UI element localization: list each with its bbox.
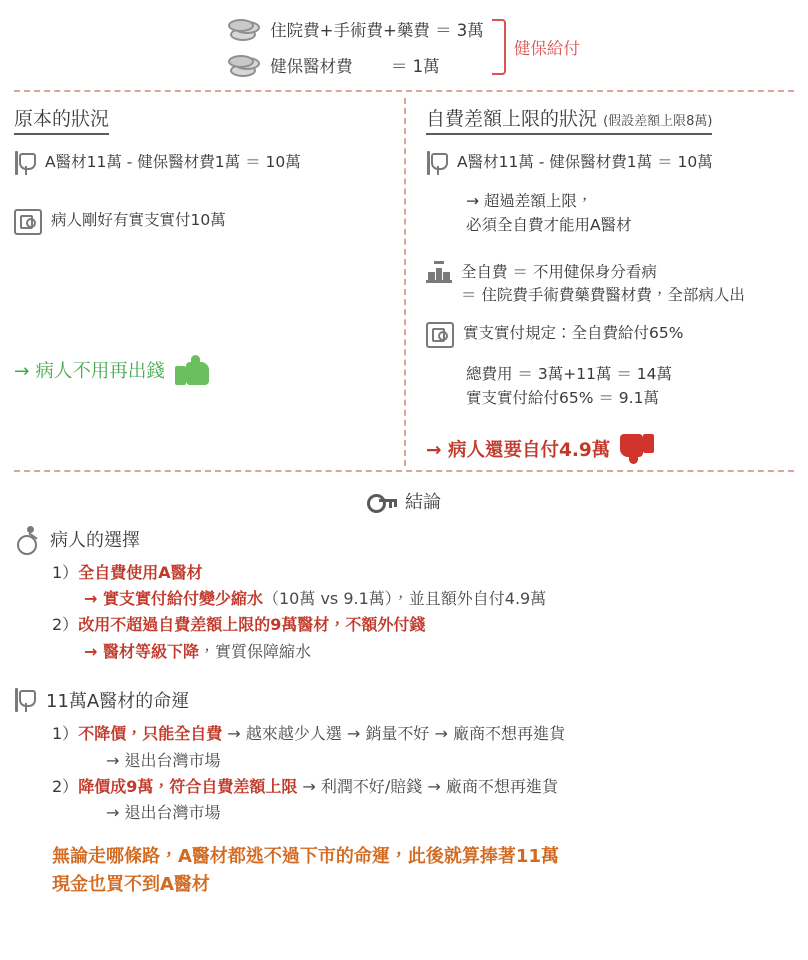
section1-item-1-sub-arrow: → bbox=[84, 588, 103, 608]
iv-drip-icon bbox=[14, 688, 36, 712]
section1-item-1 bbox=[52, 560, 794, 586]
section1-item-2 bbox=[52, 612, 794, 638]
top-summary bbox=[14, 10, 794, 90]
section2-item-2-main-red: 降價成9萬，符合自費差額上限 bbox=[78, 776, 298, 796]
column-capped bbox=[404, 104, 794, 464]
final-statement-line-2: 現金也買不到A醫材 bbox=[52, 874, 210, 896]
section1-item-1-sub bbox=[84, 586, 794, 612]
final-statement-line-1: 無論走哪條路，A醫材都逃不過下市的命運，此後就算捧著11萬 bbox=[52, 845, 559, 867]
right-row-2-line-1: 全自費 ＝ 不用健保身分看病 bbox=[461, 263, 657, 282]
left-row-2 bbox=[14, 209, 386, 235]
right-row-3-text: 實支實付規定：全自費給付65% bbox=[463, 323, 684, 342]
conclusion-section-patient-choice bbox=[14, 526, 794, 666]
section1-item-1-sub-red: 實支實付給付變少縮水 bbox=[102, 588, 263, 608]
left-row-1-text: A醫材11萬 - 健保醫材費1萬 ＝ 10萬 bbox=[45, 153, 301, 171]
top-line-1-text: 住院費+手術費+藥費 ＝ 3萬 bbox=[270, 21, 484, 40]
section2-item-1-sub: → 退出台灣市場 bbox=[106, 750, 221, 770]
right-column-title-text: 自費差額上限的狀況 bbox=[426, 108, 598, 130]
section2-item-1-main-gray: → 越來越少人選 → 銷量不好 → 廠商不想再進貨 bbox=[222, 724, 565, 744]
section1-item-2-main: 改用不超過自費差額上限的9萬醫材，不額外付錢 bbox=[78, 615, 426, 635]
left-conclusion-text: → 病人不用再出錢 bbox=[14, 361, 165, 382]
section1-item-1-num: 1） bbox=[52, 562, 79, 582]
right-row-2-line-2: ＝ 住院費手術費藥費醫材費，全部病人出 bbox=[461, 286, 745, 305]
section2-item-2 bbox=[52, 774, 794, 800]
left-column-title: 原本的狀況 bbox=[14, 104, 109, 135]
iv-drip-icon bbox=[14, 151, 36, 175]
section1-head bbox=[14, 526, 794, 552]
conclusion-heading-text: 結論 bbox=[405, 491, 441, 513]
section1-item-2-sub bbox=[84, 639, 794, 665]
section1-item-2-sub-red: 醫材等級下降 bbox=[102, 641, 199, 661]
divider-vertical bbox=[404, 98, 406, 466]
left-conclusion bbox=[14, 355, 386, 385]
right-row-2-text bbox=[461, 261, 745, 308]
section1-item-2-sub-arrow: → bbox=[84, 641, 103, 661]
hospital-icon bbox=[426, 261, 452, 283]
bracket-group bbox=[492, 19, 580, 75]
right-row-4-line-2: 實支實付給付65% ＝ 9.1萬 bbox=[466, 388, 659, 407]
section1-item-2-sub-gray: ，實質保障縮水 bbox=[199, 641, 312, 661]
safe-box-icon bbox=[14, 209, 42, 235]
top-line-2-text: 健保醫材費 ＝ 1萬 bbox=[270, 57, 440, 76]
comparison-columns bbox=[14, 92, 794, 470]
conclusion-section-device-fate bbox=[14, 687, 794, 827]
wheelchair-icon bbox=[14, 526, 40, 552]
right-column-title-note: (假設差額上限8萬) bbox=[603, 114, 713, 129]
key-icon bbox=[367, 492, 397, 510]
iv-drip-icon bbox=[426, 151, 448, 175]
section1-item-2-num: 2） bbox=[52, 615, 79, 635]
right-row-4-line-1: 總費用 ＝ 3萬+11萬 ＝ 14萬 bbox=[466, 364, 673, 383]
final-statement bbox=[52, 843, 794, 901]
right-row-1-sub-1: → 超過差額上限， bbox=[466, 192, 593, 210]
safe-box-icon bbox=[426, 322, 454, 348]
right-row-1-text: A醫材11萬 - 健保醫材費1萬 ＝ 10萬 bbox=[457, 153, 713, 171]
section1-item-1-sub-gray: （10萬 vs 9.1萬），並且額外自付4.9萬 bbox=[263, 588, 547, 608]
coins-icon bbox=[228, 16, 262, 42]
right-conclusion-text: → 病人還要自付4.9萬 bbox=[426, 439, 611, 461]
left-row-1 bbox=[14, 151, 386, 175]
bottom-spacer bbox=[0, 934, 808, 960]
top-line-2 bbox=[228, 52, 484, 78]
section1-item-1-main: 全自費使用A醫材 bbox=[78, 562, 203, 582]
conclusion-section bbox=[14, 472, 794, 901]
right-row-1 bbox=[426, 151, 794, 175]
section2-head bbox=[14, 687, 794, 713]
right-row-2 bbox=[426, 261, 794, 308]
left-row-2-text: 病人剛好有實支實付10萬 bbox=[51, 211, 226, 229]
right-column-title bbox=[426, 104, 712, 135]
section2-item-2-num: 2） bbox=[52, 776, 79, 796]
bracket-label: 健保給付 bbox=[513, 39, 580, 58]
section2-item-1-num: 1） bbox=[52, 724, 79, 744]
section2-item-1-main-red: 不降價，只能全自費 bbox=[78, 724, 223, 744]
section1-title: 病人的選擇 bbox=[50, 529, 140, 551]
thumbs-up-icon bbox=[175, 355, 209, 385]
column-original bbox=[14, 104, 404, 464]
top-line-1 bbox=[228, 16, 484, 42]
bracket-shape bbox=[492, 19, 506, 75]
section2-item-2-sub: → 退出台灣市場 bbox=[106, 803, 221, 823]
section2-item-1 bbox=[52, 721, 794, 747]
coins-icon bbox=[228, 52, 262, 78]
right-row-1-sub-2: 必須全自費才能用A醫材 bbox=[466, 216, 632, 235]
thumbs-down-icon bbox=[620, 434, 654, 464]
section2-title: 11萬A醫材的命運 bbox=[46, 691, 190, 713]
right-conclusion bbox=[426, 434, 794, 464]
right-row-3 bbox=[426, 322, 794, 348]
conclusion-heading bbox=[14, 488, 794, 514]
section2-item-2-main-gray: → 利潤不好/賠錢 → 廠商不想再進貨 bbox=[297, 776, 558, 796]
